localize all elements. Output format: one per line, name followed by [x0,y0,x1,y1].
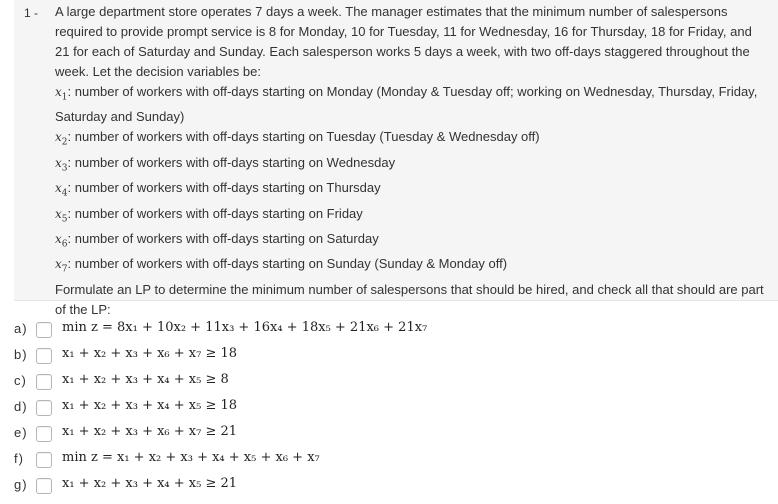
option-letter: f) [14,451,24,466]
option-letter: b) [14,347,28,362]
option-text: x₁ + x₂ + x₃ + x₆ + x₇ ≥ 18 [62,346,238,361]
option-letter: g) [14,477,28,492]
option-a-checkbox[interactable] [36,322,52,338]
question-intro: A large department store operates 7 days a week. The manager estimates that the minimum number of salespersons required to provide prompt service is 8 for Monday, 10 for Tuesday, 11 for Wednesday, 16 for Thursday, 18 for Friday, and 21 for each of Saturday and Sunday. Each salesperson works 5 days a week, with two off-days staggered throughout the week. Let the decision variables be: [55,4,752,79]
option-text: x₁ + x₂ + x₃ + x₄ + x₅ ≥ 21 [62,476,238,491]
option-f-checkbox[interactable] [36,452,52,468]
option-c-checkbox[interactable] [36,374,52,390]
option-letter: c) [14,373,27,388]
option-text: min z = 8x₁ + 10x₂ + 11x₃ + 16x₄ + 18x₅ + 21x₆ + 21x₇ [62,320,428,335]
option-e-checkbox[interactable] [36,426,52,442]
variable-line-6: $x_6$: number of workers with off-days starting on Saturday [55,230,379,250]
option-c[interactable] [0,370,600,394]
option-letter: a) [14,321,28,336]
option-d-checkbox[interactable] [36,400,52,416]
variable-line-7: $x_7$: number of workers with off-days starting on Sunday (Sunday & Monday off) [55,256,508,275]
option-text: min z = x₁ + x₂ + x₃ + x₄ + x₅ + x₆ + x₇ [62,450,320,465]
variable-line-1: $x_1$: number of workers with off-days starting on Monday (Monday & Tuesday off; working on Wednesday, Thursday, Friday, Saturday and Sunday) [55,84,758,125]
option-d[interactable] [0,396,600,420]
variable-line-2: $x_2$: number of workers with off-days starting on Tuesday (Tuesday & Wednesday off) [55,129,540,148]
option-letter: d) [14,399,28,414]
option-text: x₁ + x₂ + x₃ + x₄ + x₅ ≥ 8 [62,372,229,387]
variable-line-3: $x_3$: number of workers with off-days starting on Wednesday [55,154,396,174]
option-e[interactable] [0,422,600,446]
variable-line-4: $x_4$: number of workers with off-days starting on Thursday [55,180,381,199]
option-g-checkbox[interactable] [36,478,52,494]
option-text: x₁ + x₂ + x₃ + x₄ + x₅ ≥ 18 [62,398,238,413]
option-a[interactable] [0,318,600,342]
option-text: x₁ + x₂ + x₃ + x₆ + x₇ ≥ 21 [62,424,238,439]
option-b-checkbox[interactable] [36,348,52,364]
option-f[interactable] [0,448,600,472]
option-g[interactable] [0,474,600,498]
question-outro: Formulate an LP to determine the minimum number of salespersons that should be hired, and check all that should are part of the LP: [55,281,764,317]
question-number: 1 - [24,6,39,20]
variable-line-5: $x_5$: number of workers with off-days starting on Friday [55,205,363,224]
option-letter: e) [14,425,28,440]
option-b[interactable] [0,344,600,368]
question-text [55,2,767,320]
